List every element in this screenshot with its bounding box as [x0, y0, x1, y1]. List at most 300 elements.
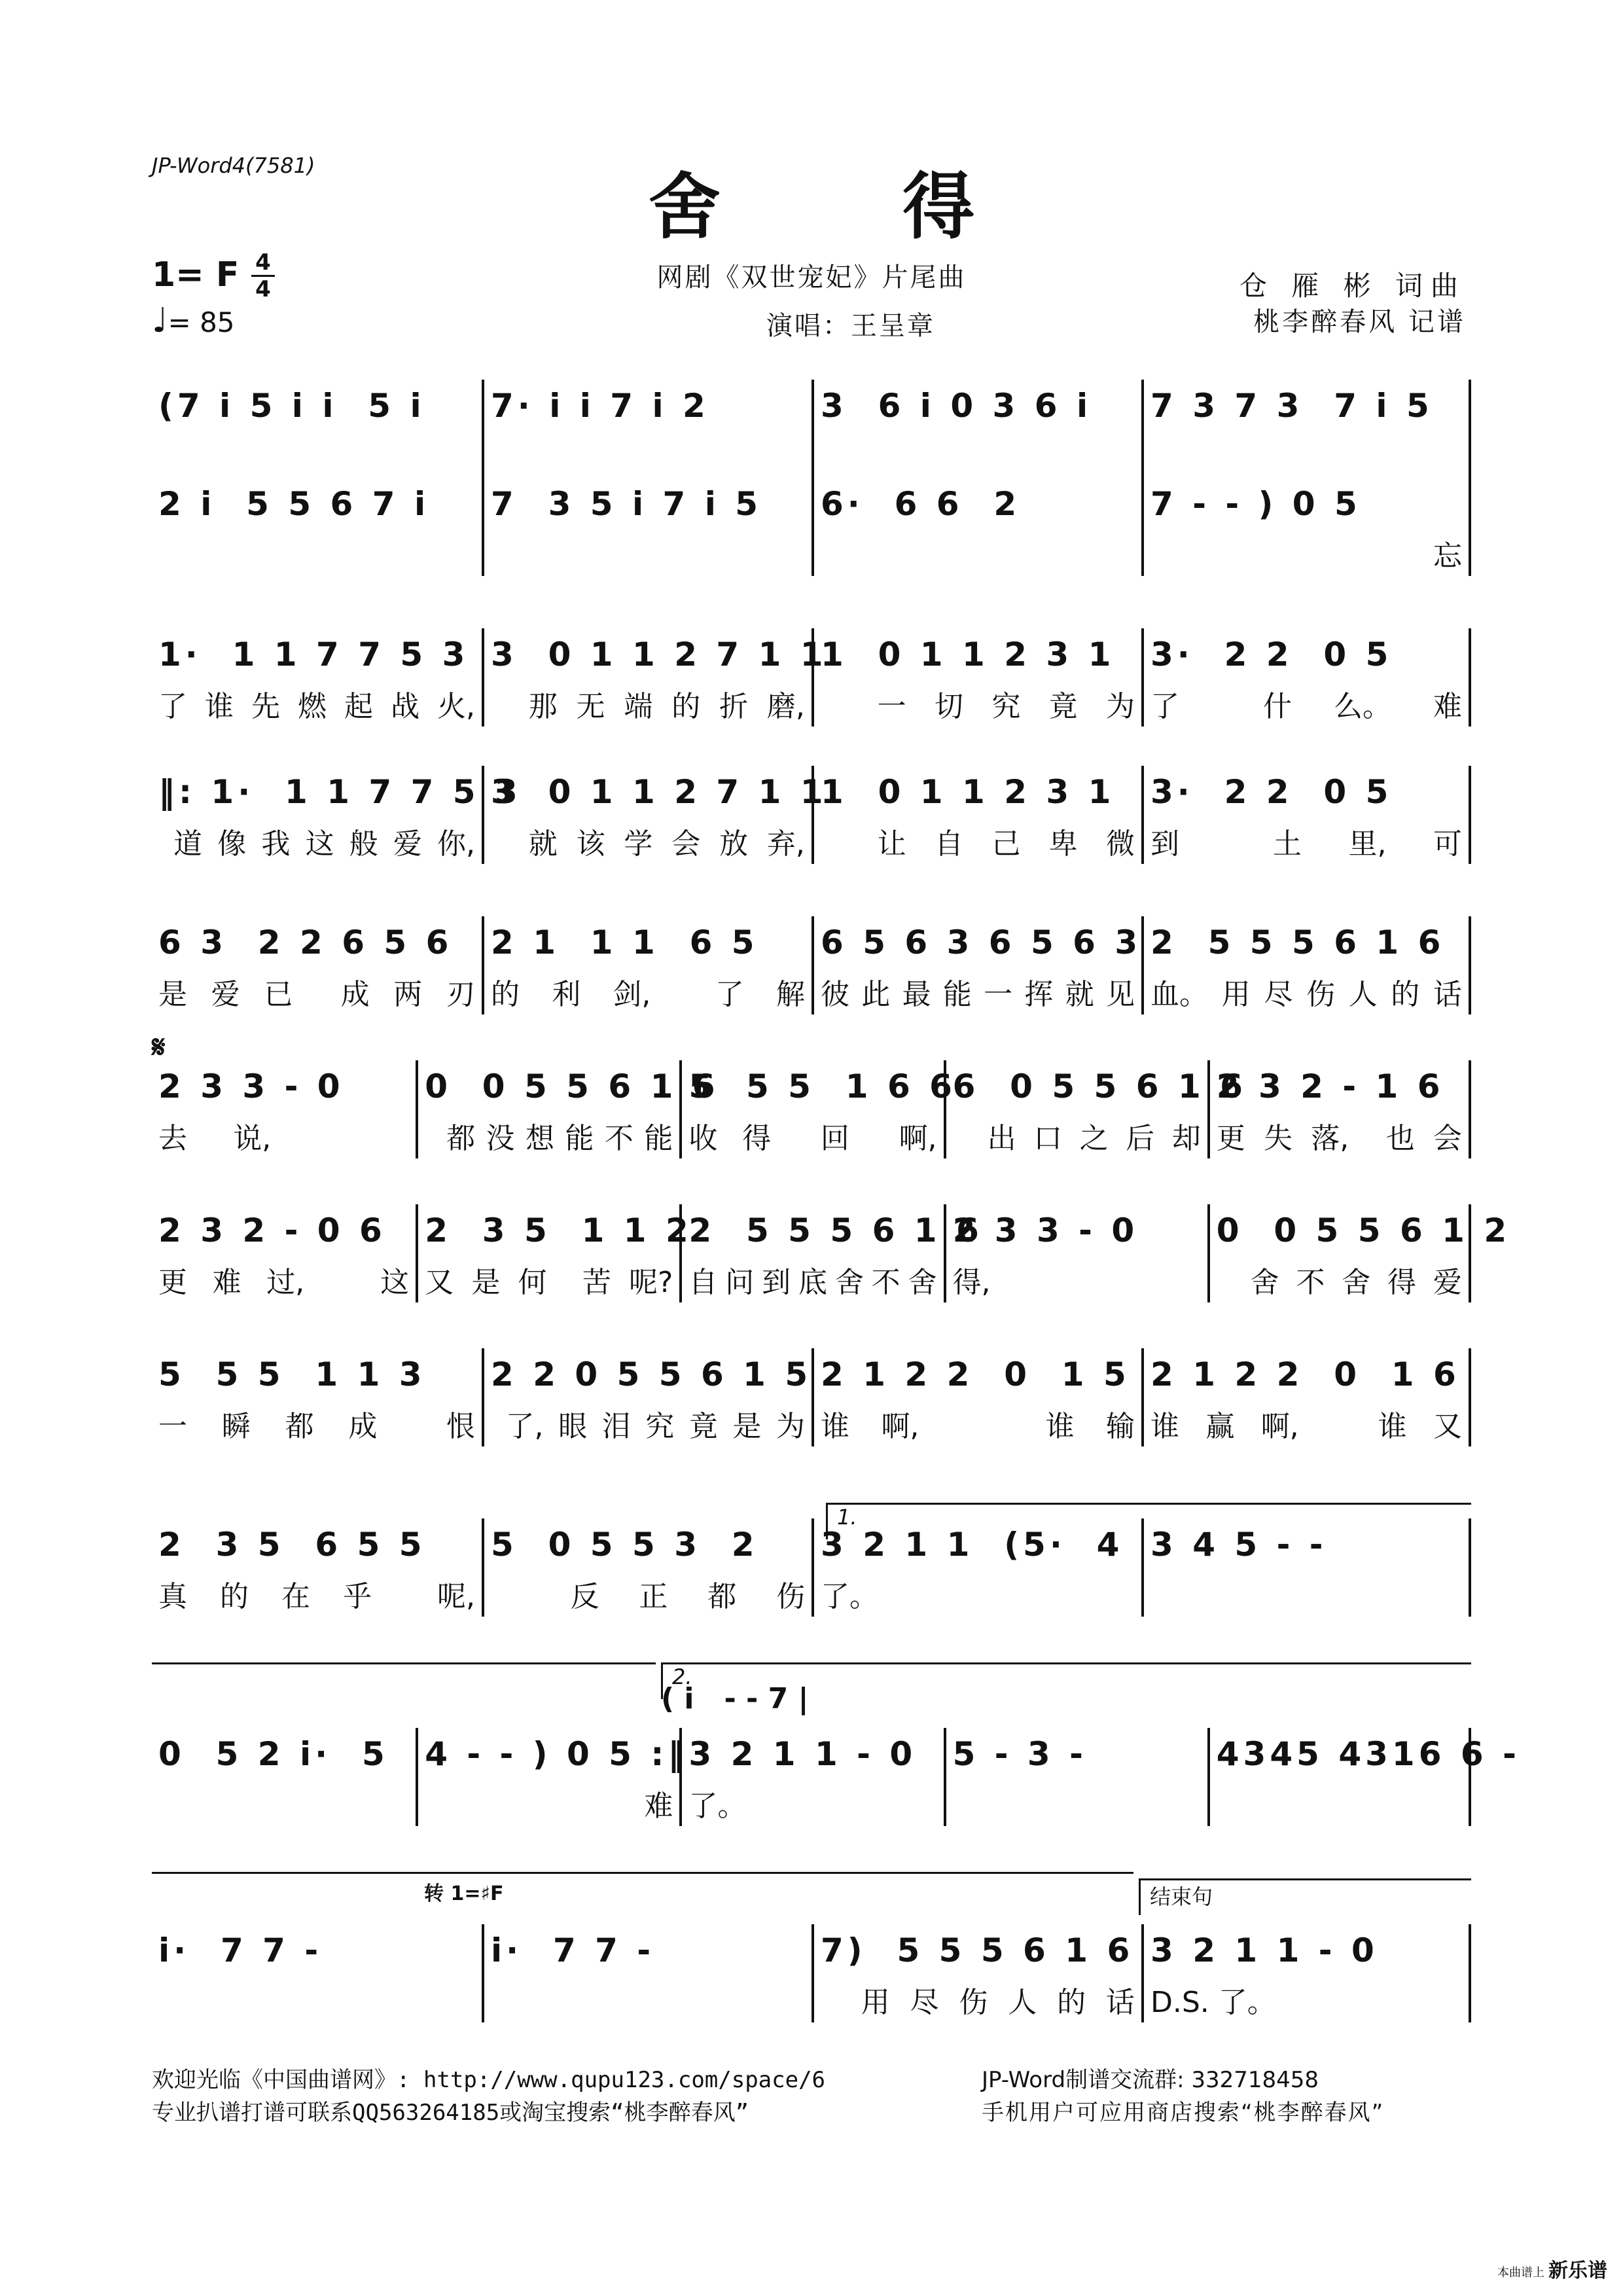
lyric-syllable: 自 [688, 1266, 718, 1299]
lyric-syllable: 底 [798, 1266, 827, 1299]
lyric-syllable: 伤 [776, 1580, 805, 1613]
measure [482, 1924, 812, 2022]
lyric-syllable: 不 [1296, 1266, 1325, 1299]
score-system [152, 1060, 1471, 1158]
measure-notes: 2 3 3 - 0 [952, 1211, 1139, 1249]
lyric-syllable: 己 [991, 827, 1021, 861]
measure-lyrics [821, 687, 1135, 726]
lyric-syllable: 收 [688, 1122, 718, 1155]
measure-lyrics [688, 1263, 936, 1302]
measure-notes: 6· 6 6 2 [821, 485, 1021, 523]
measure-lyrics [425, 1263, 673, 1302]
measure [416, 1728, 688, 1826]
lyric-syllable: 舍 [1250, 1266, 1279, 1299]
measure-lyrics [821, 439, 1135, 478]
lyric-syllable: 舍 [1342, 1266, 1371, 1299]
measure-lyrics [491, 1407, 805, 1446]
lyric-syllable: 却 [1171, 1122, 1201, 1155]
tempo-value: = 85 [168, 306, 235, 338]
lyric-syllable: 该 [576, 827, 605, 861]
measure-lyrics [491, 1577, 805, 1617]
system-top-rule [152, 1872, 1133, 1874]
lyric-syllable: 用 [861, 1986, 890, 2019]
quarter-note-icon: ♩ [152, 301, 168, 340]
measure-notes: 7 - - ) 0 5 [1150, 485, 1361, 523]
key-signature: 1= F [152, 255, 240, 295]
modulation-mark: 转 1=♯F [424, 1882, 504, 1905]
measure [812, 380, 1141, 478]
lyric-syllable: 见 [1105, 978, 1135, 1011]
measure-lyrics [158, 537, 475, 576]
lyric-syllable: 伤 [959, 1986, 988, 2019]
measure-notes: 2 1 2 2 0 1 6 [1150, 1355, 1460, 1393]
measure-lyrics [158, 687, 475, 726]
score-system [152, 380, 1471, 478]
measure-notes: i· 7 7 - [491, 1931, 655, 1969]
lyric-syllable: 忘 [1433, 539, 1462, 573]
lyric-syllable: 已 [264, 978, 293, 1011]
measure-lyrics [491, 825, 805, 864]
measure [482, 766, 827, 864]
measure [482, 916, 812, 1014]
score-system [152, 766, 1471, 864]
lyric-syllable: 都 [285, 1410, 314, 1443]
lyric-syllable: 先 [251, 690, 280, 723]
lyric-syllable: 出 [987, 1122, 1016, 1155]
lyric-syllable: 伤 [1306, 978, 1335, 1011]
lyric-syllable: 更 [1216, 1122, 1245, 1155]
footer-site: 欢迎光临《中国曲谱网》: http://www.qupu123.com/space/6 [152, 2067, 826, 2093]
lyric-syllable: 在 [281, 1580, 310, 1613]
measure [812, 1924, 1141, 2022]
lyric-syllable: 的 [491, 978, 520, 1011]
lyric-syllable: 就 [528, 827, 558, 861]
measure-notes: 0 0 5 5 6 1 2 [1216, 1211, 1511, 1249]
lyric-syllable: 的 [671, 690, 701, 723]
measure-notes: 2 1 2 2 0 1 5 [821, 1355, 1130, 1393]
measure [679, 1728, 943, 1826]
lyric-syllable: 成 [340, 978, 370, 1011]
lyric-syllable: 火, [437, 690, 475, 723]
lyric-syllable: 到 [1150, 827, 1179, 861]
measure [812, 1348, 1141, 1446]
lyric-syllable: 究 [645, 1410, 675, 1443]
source-label: JP-Word4(7581) [152, 153, 315, 178]
lyric-syllable: 能 [942, 978, 972, 1011]
lyric-syllable: 里, [1348, 827, 1387, 861]
measure-notes: 5 5 5 1 6 6 [688, 1067, 956, 1105]
lyric-syllable: 战 [391, 690, 419, 723]
lyric-syllable: 彼 [821, 978, 849, 1011]
measure-notes: 2 3 2 - 0 6 [158, 1211, 386, 1249]
measure-lyrics [491, 975, 805, 1014]
measure-lyrics [425, 1787, 673, 1826]
lyric-syllable: 又 [425, 1266, 454, 1299]
score-system [152, 1728, 1520, 1826]
measure [482, 1348, 812, 1446]
measure-lyrics [158, 439, 475, 478]
measure [152, 1060, 416, 1158]
lyric-syllable: 又 [1433, 1410, 1462, 1443]
measure [152, 766, 522, 864]
lyric-syllable: 两 [393, 978, 423, 1011]
lyric-syllable: 赢 [1205, 1410, 1235, 1443]
lyric-syllable: 学 [624, 827, 653, 861]
lyric-syllable: 究 [991, 690, 1021, 723]
lyric-syllable: 我 [261, 827, 291, 861]
watermark-brand: 新乐谱 [1548, 2259, 1607, 2282]
measure-lyrics [158, 1787, 409, 1826]
volta-2-bracket: 2. [661, 1662, 1471, 1699]
lyric-syllable: 弃, [766, 827, 805, 861]
measure-notes: 5 0 5 5 3 2 [491, 1526, 758, 1564]
lyric-syllable: 土 [1273, 827, 1302, 861]
footer-contact: 专业扒谱打谱可联系QQ563264185或淘宝搜索“桃李醉春风” [152, 2100, 749, 2126]
lyric-syllable: 啊, [881, 1410, 919, 1443]
measure [944, 1204, 1207, 1302]
lyric-syllable: 尽 [910, 1986, 939, 2019]
lyric-syllable: 解 [776, 978, 805, 1011]
lyric-syllable: 么。 [1334, 690, 1391, 723]
lyric-syllable: 剑, [613, 978, 651, 1011]
lyric-syllable: 啊, [1260, 1410, 1299, 1443]
measure-notes: 5 5 5 1 1 3 [158, 1355, 426, 1393]
lyric-syllable: 都 [446, 1122, 476, 1155]
lyric-syllable: 放 [719, 827, 749, 861]
lyric-syllable: 此 [861, 978, 891, 1011]
measure-notes: 3 6 i 0 3 6 i [821, 387, 1092, 425]
lyric-syllable: 的 [220, 1580, 249, 1613]
measure-lyrics [1150, 687, 1462, 726]
lyric-syllable: 燃 [298, 690, 327, 723]
lyric-syllable: 想 [526, 1122, 554, 1155]
lyric-syllable: 何 [518, 1266, 547, 1299]
lyric-syllable: 般 [349, 827, 378, 861]
song-title: 舍 得 [648, 164, 1054, 249]
lyric-syllable: 呢? [628, 1266, 673, 1299]
measure-lyrics [1150, 1577, 1462, 1617]
measure-notes: 7) 5 5 5 6 1 6 [821, 1931, 1134, 1969]
volta-2-upper-line: ( i - - 7 | [661, 1682, 809, 1715]
lyric-syllable: 刃 [446, 978, 475, 1011]
lyric-syllable: 竟 [688, 1410, 718, 1443]
lyric-syllable: 利 [552, 978, 581, 1011]
lyric-syllable: 了 [1150, 690, 1179, 723]
lyric-syllable: 血。 [1150, 978, 1208, 1011]
measure [1141, 380, 1471, 478]
measure-lyrics [158, 1407, 475, 1446]
lyric-syllable: 过, [266, 1266, 305, 1299]
lyric-syllable: 舍 [834, 1266, 864, 1299]
measure [944, 1728, 1207, 1826]
lyric-syllable: 更 [158, 1266, 187, 1299]
measure-lyrics [821, 1577, 1135, 1617]
measure [152, 478, 482, 576]
measure-lyrics [821, 537, 1135, 576]
measure [416, 1204, 692, 1302]
lyric-syllable: 口 [1033, 1122, 1063, 1155]
lyric-syllable: 瞬 [221, 1410, 251, 1443]
measure-lyrics [491, 687, 805, 726]
measure [152, 1204, 416, 1302]
measure [812, 1518, 1141, 1617]
lyric-syllable: 落, [1311, 1122, 1349, 1155]
measure-lyrics [158, 825, 475, 864]
lyric-syllable: 输 [1105, 1410, 1135, 1443]
measure [812, 628, 1141, 726]
lyric-syllable: 不 [604, 1122, 633, 1155]
measure-lyrics [158, 1119, 409, 1158]
measure-notes: 7· i i 7 i 2 [491, 387, 709, 425]
lyric-syllable: 像 [217, 827, 247, 861]
lyric-syllable: 你, [437, 827, 475, 861]
lyric-syllable: 磨, [766, 690, 805, 723]
time-top: 4 [255, 249, 271, 276]
lyric-syllable: 为 [1105, 690, 1135, 723]
footer-group: JP-Word制谱交流群: 332718458 [982, 2067, 1319, 2093]
lyric-syllable: 起 [344, 690, 373, 723]
lyric-syllable: 就 [1065, 978, 1094, 1011]
lyric-syllable: 竟 [1048, 690, 1078, 723]
measure-notes: 3 0 1 1 2 7 1 1 [491, 636, 827, 673]
lyric-syllable: 失 [1263, 1122, 1293, 1155]
lyric-syllable: 一 [158, 1410, 187, 1443]
measure-lyrics [1217, 1263, 1462, 1302]
measure-lyrics [821, 1407, 1135, 1446]
measure [679, 1060, 956, 1158]
measure-notes: 7 3 5 i 7 i 5 [491, 485, 762, 523]
measure-notes: 3 2 1 1 (5· 4 [821, 1526, 1124, 1564]
lyric-syllable: 端 [624, 690, 653, 723]
measure-lyrics [1150, 537, 1462, 576]
lyric-syllable: 挥 [1024, 978, 1054, 1011]
lyric-syllable: 眼 [558, 1410, 588, 1443]
lyric-syllable: 会 [1433, 1122, 1462, 1155]
measure-lyrics [821, 825, 1135, 864]
lyric-syllable: D.S. 了。 [1150, 1986, 1276, 2019]
transcriber-credit: 桃李醉春风 记谱 [1253, 307, 1466, 337]
measure-notes: 3 2 1 1 - 0 [688, 1735, 917, 1773]
lyric-syllable: 卑 [1048, 827, 1078, 861]
lyric-syllable: 人 [1348, 978, 1378, 1011]
lyric-syllable: 成 [348, 1410, 378, 1443]
measure [152, 1518, 482, 1617]
measure-lyrics [1150, 1983, 1462, 2022]
score-system [152, 916, 1471, 1014]
measure-notes: (7 i 5 i i 5 i [158, 387, 425, 425]
measure [1141, 628, 1471, 726]
measure-notes: 2 1 1 1 6 5 [491, 924, 758, 961]
lyric-syllable: 能 [565, 1122, 594, 1155]
lyric-syllable: 无 [576, 690, 605, 723]
measure [152, 628, 482, 726]
measure-notes: 1 0 1 1 2 3 1 [821, 773, 1115, 811]
lyric-syllable: 尽 [1264, 978, 1293, 1011]
measure-notes: 2 i 5 5 6 7 i [158, 485, 430, 523]
measure [152, 380, 482, 478]
lyric-syllable: 话 [1433, 978, 1462, 1011]
lyric-syllable: 道 [173, 827, 203, 861]
lyric-syllable: 谁 [1150, 1410, 1179, 1443]
measure [1141, 766, 1471, 864]
measure [152, 916, 482, 1014]
lyric-syllable: 泪 [601, 1410, 631, 1443]
measure [812, 478, 1141, 576]
measure-lyrics [158, 1263, 409, 1302]
lyric-syllable: 去 [158, 1122, 187, 1155]
measure-lyrics [491, 1983, 805, 2022]
lyric-syllable: 难 [1433, 690, 1462, 723]
lyric-syllable: 不 [871, 1266, 901, 1299]
volta-1-bracket: 1. [826, 1503, 1471, 1539]
lyric-syllable: 爱 [393, 827, 422, 861]
singer: 演唱：王呈章 [766, 311, 935, 341]
measure-notes: 1· 1 1 7 7 5 3 [158, 636, 469, 673]
lyric-syllable: 爱 [1433, 1266, 1462, 1299]
measure [152, 1348, 482, 1446]
composer-credit: 仓 雁 彬 词曲 [1239, 270, 1466, 302]
score-system [152, 1204, 1511, 1302]
lyric-syllable: 话 [1105, 1986, 1135, 2019]
measure-notes: i· 7 7 - [158, 1931, 323, 1969]
measure [482, 478, 812, 576]
lyric-syllable: 难 [212, 1266, 241, 1299]
measure-notes: 0 5 2 i· 5 [158, 1735, 389, 1773]
lyric-syllable: 是 [158, 978, 187, 1011]
lyric-syllable: 微 [1105, 827, 1135, 861]
measure-lyrics [158, 1577, 475, 1617]
measure-lyrics [688, 1787, 936, 1826]
subtitle: 网剧《双世宠妃》片尾曲 [656, 262, 967, 293]
lyric-syllable: 最 [902, 978, 931, 1011]
lyric-syllable: 为 [776, 1410, 805, 1443]
lyric-syllable: 呢, [437, 1580, 475, 1613]
measure-lyrics [425, 1119, 673, 1158]
lyric-syllable: 是 [471, 1266, 501, 1299]
measure-notes: 2 5 5 5 6 1 6 [688, 1211, 983, 1249]
measure-lyrics [953, 1263, 1201, 1302]
measure-lyrics [821, 1983, 1135, 2022]
measure-lyrics [158, 975, 475, 1014]
lyric-syllable: 也 [1385, 1122, 1415, 1155]
lyric-syllable: 啊, [899, 1122, 937, 1155]
measure [482, 1518, 812, 1617]
measure [1141, 916, 1471, 1014]
measure-notes: 6 3 2 2 6 5 6 [158, 924, 453, 961]
measure [1207, 1060, 1471, 1158]
measure-notes: 5 - 3 - [952, 1735, 1087, 1773]
measure-notes: 7 3 7 3 7 i 5 [1150, 387, 1433, 425]
lyric-syllable: 的 [1057, 1986, 1086, 2019]
score-system [152, 628, 1471, 726]
lyric-syllable: 得, [952, 1266, 991, 1299]
measure-lyrics [1150, 975, 1462, 1014]
lyric-syllable: 正 [639, 1580, 668, 1613]
volta-1-continuation [152, 1662, 656, 1664]
measure-notes: ‖: 1· 1 1 7 7 5 3 [158, 773, 522, 811]
lyric-syllable: 折 [719, 690, 749, 723]
measure [812, 916, 1141, 1014]
lyric-syllable: 那 [528, 690, 558, 723]
lyric-syllable: 一 [877, 690, 906, 723]
lyric-syllable: 之 [1079, 1122, 1109, 1155]
measure [1141, 1348, 1471, 1446]
segno-mark: 𝄋 [152, 1029, 166, 1066]
lyric-syllable: 舍 [908, 1266, 937, 1299]
measure-lyrics [1150, 1407, 1462, 1446]
lyric-syllable: 一 [984, 978, 1013, 1011]
measure [1141, 1924, 1471, 2022]
lyric-syllable: 了 [158, 690, 187, 723]
time-bottom: 4 [255, 276, 271, 302]
measure-notes: 3· 2 2 0 5 [1150, 636, 1393, 673]
measure-lyrics [821, 975, 1135, 1014]
measure-lyrics [158, 1983, 475, 2022]
lyric-syllable: 人 [1008, 1986, 1037, 2019]
lyric-syllable: 难 [644, 1789, 673, 1823]
measure-notes: 4345 4316 6 - [1216, 1735, 1520, 1773]
lyric-syllable: 切 [934, 690, 963, 723]
measure [416, 1060, 719, 1158]
measure [1141, 478, 1471, 576]
lyric-syllable: 没 [486, 1122, 515, 1155]
lyric-syllable: 会 [671, 827, 701, 861]
measure [944, 1060, 1247, 1158]
lyric-syllable: 恨 [446, 1410, 475, 1443]
measure-lyrics [491, 439, 805, 478]
lyric-syllable: 这 [305, 827, 334, 861]
measure-notes: 3 0 1 1 2 7 1 1 [491, 773, 827, 811]
lyric-syllable: 得 [1387, 1266, 1417, 1299]
measure-notes: 3 4 5 - - [1150, 1526, 1327, 1564]
lyric-syllable: 爱 [211, 978, 240, 1011]
lyric-syllable: 的 [1391, 978, 1420, 1011]
lyric-syllable: 可 [1433, 827, 1462, 861]
lyric-syllable: 这 [380, 1266, 410, 1299]
lyric-syllable: 乎 [343, 1580, 372, 1613]
measure [152, 1924, 482, 2022]
measure-notes: 2 3 2 - 1 6 [1216, 1067, 1444, 1105]
score-system [152, 1924, 1471, 2022]
lyric-syllable: 了。 [821, 1580, 878, 1613]
lyric-syllable: 到 [762, 1266, 791, 1299]
measure [482, 380, 812, 478]
lyric-syllable: 什 [1263, 690, 1292, 723]
ending-bracket: 结束句 [1139, 1878, 1471, 1915]
measure-notes: 2 2 0 5 5 6 1 5 [491, 1355, 812, 1393]
lyric-syllable: 反 [570, 1580, 599, 1613]
lyric-syllable: 让 [877, 827, 906, 861]
measure-notes: 2 3 5 6 5 5 [158, 1526, 426, 1564]
lyric-syllable: 后 [1126, 1122, 1155, 1155]
measure-notes: 2 3 3 - 0 [158, 1067, 344, 1105]
measure-notes: 3 2 1 1 - 0 [1150, 1931, 1378, 1969]
measure [1207, 1728, 1520, 1826]
lyric-syllable: 问 [725, 1266, 755, 1299]
lyric-syllable: 了 [715, 978, 744, 1011]
measure-lyrics [688, 1119, 936, 1158]
measure-notes: 6 0 5 5 6 1 6 [952, 1067, 1247, 1105]
measure-lyrics [953, 1787, 1201, 1826]
lyric-syllable: 自 [934, 827, 963, 861]
watermark-caption: 本曲谱上 [1497, 2266, 1544, 2280]
lyric-syllable: 谁 [1378, 1410, 1407, 1443]
measure-lyrics [1150, 439, 1462, 478]
measure [1141, 1518, 1471, 1617]
lyric-syllable: 谁 [205, 690, 234, 723]
measure-notes: 6 5 6 3 6 5 6 3 [821, 924, 1142, 961]
measure [679, 1204, 983, 1302]
